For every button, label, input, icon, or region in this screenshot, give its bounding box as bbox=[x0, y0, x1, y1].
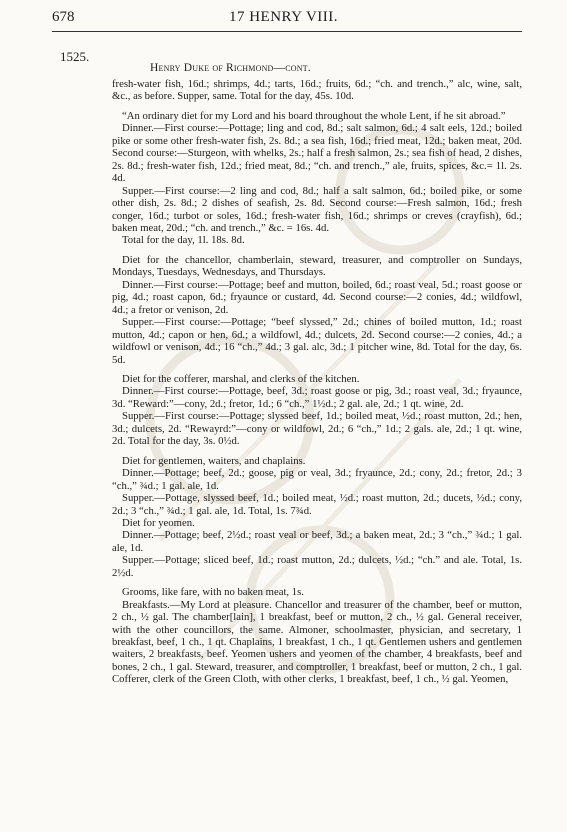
paragraph: Supper.—First course:—2 ling and cod, 8d.; half a salt salmon, 6d.; boiled pike, or some other dish, 2s. 8d.; 2 dishes of seafish, 2s. 8d. Second course:—Fresh salmon, 16d.; fresh conger, 16d.; turbot or soles, 16d.; fresh-water fish, 16d.; shrimps or creves (crayfish), 6d.; baken meat, 20d.; “ch. and trench.,” &c. = 16s. 4d. bbox=[112, 184, 522, 234]
page-number: 678 bbox=[52, 9, 75, 25]
paragraph: Supper.—First course:—Pottage; slyssed beef, 1d.; boiled meat, ½d.; roast mutton, 2d.; hen, 3d.; dulcets, 2d. “Rewayrd:”—cony or wildfowl, 2d.; 6 “ch.,” 1d.; 2 gals. ale, 2d.; 1 qt. wine, 2d. Total for the day, 3s. 0½d. bbox=[112, 410, 522, 448]
paragraph: Dinner.—First course:—Pottage; ling and cod, 8d.; salt salmon, 6d.; 4 salt eels, 12d.; boiled pike or some other fresh-water fish, 2s. 8d.; a sea fish, 16d.; fried meat, 12d.; baken meat, 20d. Second course:—Sturgeon, with whelks, 2s.; half a fresh salmon, 2s.; sea fish of head, 2 dishes, 2s. 8d.; fresh-water fish, 12d.; fried meat, 8d.; “ch. and trench.,” ale, fruits, spices, &c.= 1l. 2s. 4d. bbox=[112, 122, 522, 185]
section-heading: Henry Duke of Richmond—cont. bbox=[150, 62, 311, 74]
paragraph: Diet for the chancellor, chamberlain, steward, treasurer, and comptroller on Sundays, Mondays, Tuesdays, Wednesdays, and Thursdays. bbox=[112, 253, 522, 279]
paragraph: Supper.—Pottage, slyssed beef, 1d.; boiled meat, ½d.; roast mutton, 2d.; ducets, ½d.; cony, 2d.; 3 “ch.,” ¾d.; 1 gal. ale, 1d. Total, 1s. 7¾d. bbox=[112, 492, 522, 517]
paragraph: Diet for the cofferer, marshal, and clerks of the kitchen. bbox=[122, 372, 360, 385]
paragraph: Breakfasts.—My Lord at pleasure. Chancellor and treasurer of the chamber, beef or mutton, 2 ch., ½ gal. The chamber[lain], 1 breakfast, beef or mutton, 2 ch., ½ gal. General receiver, with the other councillors, the same. Almoner, schoolmaster, physician, and secretary, 1 breakfast, beef, 1 ch., 1 qt. Chaplains, 1 breakfast, 1 ch., 1 qt. Gentlemen ushers and gentlemen waiters, 2 breakfasts, beef. Yeomen ushers and yeomen of the chamber, 4 breakfasts, beef and bones, 2 ch., 1 gal. Steward, treasurer, and comptroller, 1 breakfast, beef or mutton, 2 ch., 1 gal. Cofferer, clerk of the Green Cloth, with other clerks, 1 breakfast, beef, 1 ch., ½ gal. Yeomen, bbox=[112, 598, 522, 686]
main-text bbox=[112, 78, 522, 686]
running-title: 17 HENRY VIII. bbox=[228, 9, 339, 25]
margin-year: 1525. bbox=[60, 49, 90, 64]
paragraph: “An ordinary diet for my Lord and his board throughout the whole Lent, if he sit abroad.” bbox=[122, 109, 506, 122]
paragraph: Dinner.—First course:—Pottage, beef, 3d.; roast goose or pig, 3d.; roast veal, 3d.; fryaunce, 3d. “Reward:”—cony, 2d.; fretor, 1d.; 6 “ch.,” 1½d.; 2 gal. ale, 2d.; 1 qt. wine, 2d. bbox=[112, 385, 522, 410]
header-rule bbox=[52, 31, 522, 32]
paragraph: Diet for gentlemen, waiters, and chaplains. bbox=[122, 454, 306, 467]
page-header bbox=[0, 0, 567, 40]
paragraph: Dinner.—Pottage; beef, 2d.; goose, pig or veal, 3d.; fryaunce, 2d.; cony, 2d.; fretor, 2d.; 3 “ch.,” ¾d.; 1 gal. ale, 1d. bbox=[112, 467, 522, 492]
paragraph: fresh-water fish, 16d.; shrimps, 4d.; tarts, 16d.; fruits, 6d.; “ch. and trench.,” alc, wine, salt, &c., as before. Supper, same. Total for the day, 45s. 10d. bbox=[112, 78, 522, 103]
paragraph: Total for the day, 1l. 18s. 8d. bbox=[122, 234, 245, 247]
paragraph: Dinner.—Pottage; beef, 2½d.; roast veal or beef, 3d.; a baken meat, 2d.; 3 “ch.,” ¾d.; 1 gal. ale, 1d. bbox=[112, 529, 522, 554]
paragraph: Diet for yeomen. bbox=[122, 516, 195, 529]
paragraph: Dinner.—First course:—Pottage; beef and mutton, boiled, 6d.; roast veal, 5d.; roast goose or pig, 4d.; roast capon, 6d.; fryaunce or custard, 4d. Second course:—2 conies, 4d.; wildfowl, 4d.; a fretor or venison, 2d. bbox=[112, 278, 522, 316]
paragraph: Supper.—First course:—Pottage; “beef slyssed,” 2d.; chines of boiled mutton, 1d.; roast mutton, 4d.; capon or hen, 6d.; a wildfowl, 4d.; dulcets, 2d. Second course:—2 conies, 4d.; a wildfowl or venison, 4d.; 16 “ch.,” 4d.; 3 gal. alc, 3d.; 1 pitcher wine, 8d. Total for the day, 6s. 5d. bbox=[112, 316, 522, 366]
paragraph: Supper.—Pottage; sliced beef, 1d.; roast mutton, 2d.; dulcets, ½d.; “ch.” and ale. Total, 1s. 2½d. bbox=[112, 554, 522, 579]
paragraph: Grooms, like fare, with no baken meat, 1s. bbox=[122, 586, 304, 599]
